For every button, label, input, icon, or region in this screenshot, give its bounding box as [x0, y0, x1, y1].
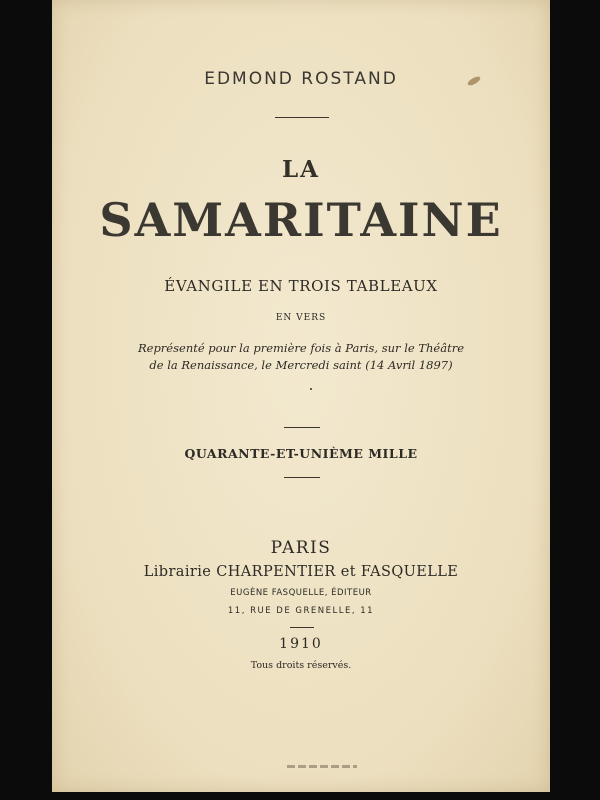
editor-name: EUGÈNE FASQUELLE, ÉDITEUR [230, 588, 372, 598]
divider-rule [275, 117, 329, 118]
book-subtitle: ÉVANGILE EN TROIS TABLEAUX [164, 277, 438, 295]
divider-rule [284, 427, 320, 428]
premiere-note-line-1: Représenté pour la première fois à Paris, sur le Théâtre [137, 341, 465, 355]
publisher-address: 11, RUE DE GRENELLE, 11 [227, 606, 375, 616]
title-page [52, 0, 550, 792]
author-name: EDMOND ROSTAND [204, 69, 398, 89]
edition-statement: QUARANTE-ET-UNIÈME MILLE [184, 446, 418, 461]
verse-form-label: EN VERS [275, 313, 327, 323]
divider-rule [284, 477, 320, 478]
publication-city: PARIS [270, 538, 332, 558]
title-article: LA [281, 156, 321, 183]
publisher-name: Librairie CHARPENTIER et FASQUELLE [143, 564, 459, 580]
ornament-dot [310, 388, 312, 390]
publication-year: 1910 [279, 636, 323, 652]
premiere-note-line-2: de la Renaissance, le Mercredi saint (14 Avril 1897) [149, 358, 453, 372]
rights-notice: Tous droits réservés. [250, 660, 352, 671]
divider-rule [290, 627, 314, 628]
book-title: SAMARITAINE [99, 193, 503, 247]
ink-smudge [287, 765, 357, 768]
